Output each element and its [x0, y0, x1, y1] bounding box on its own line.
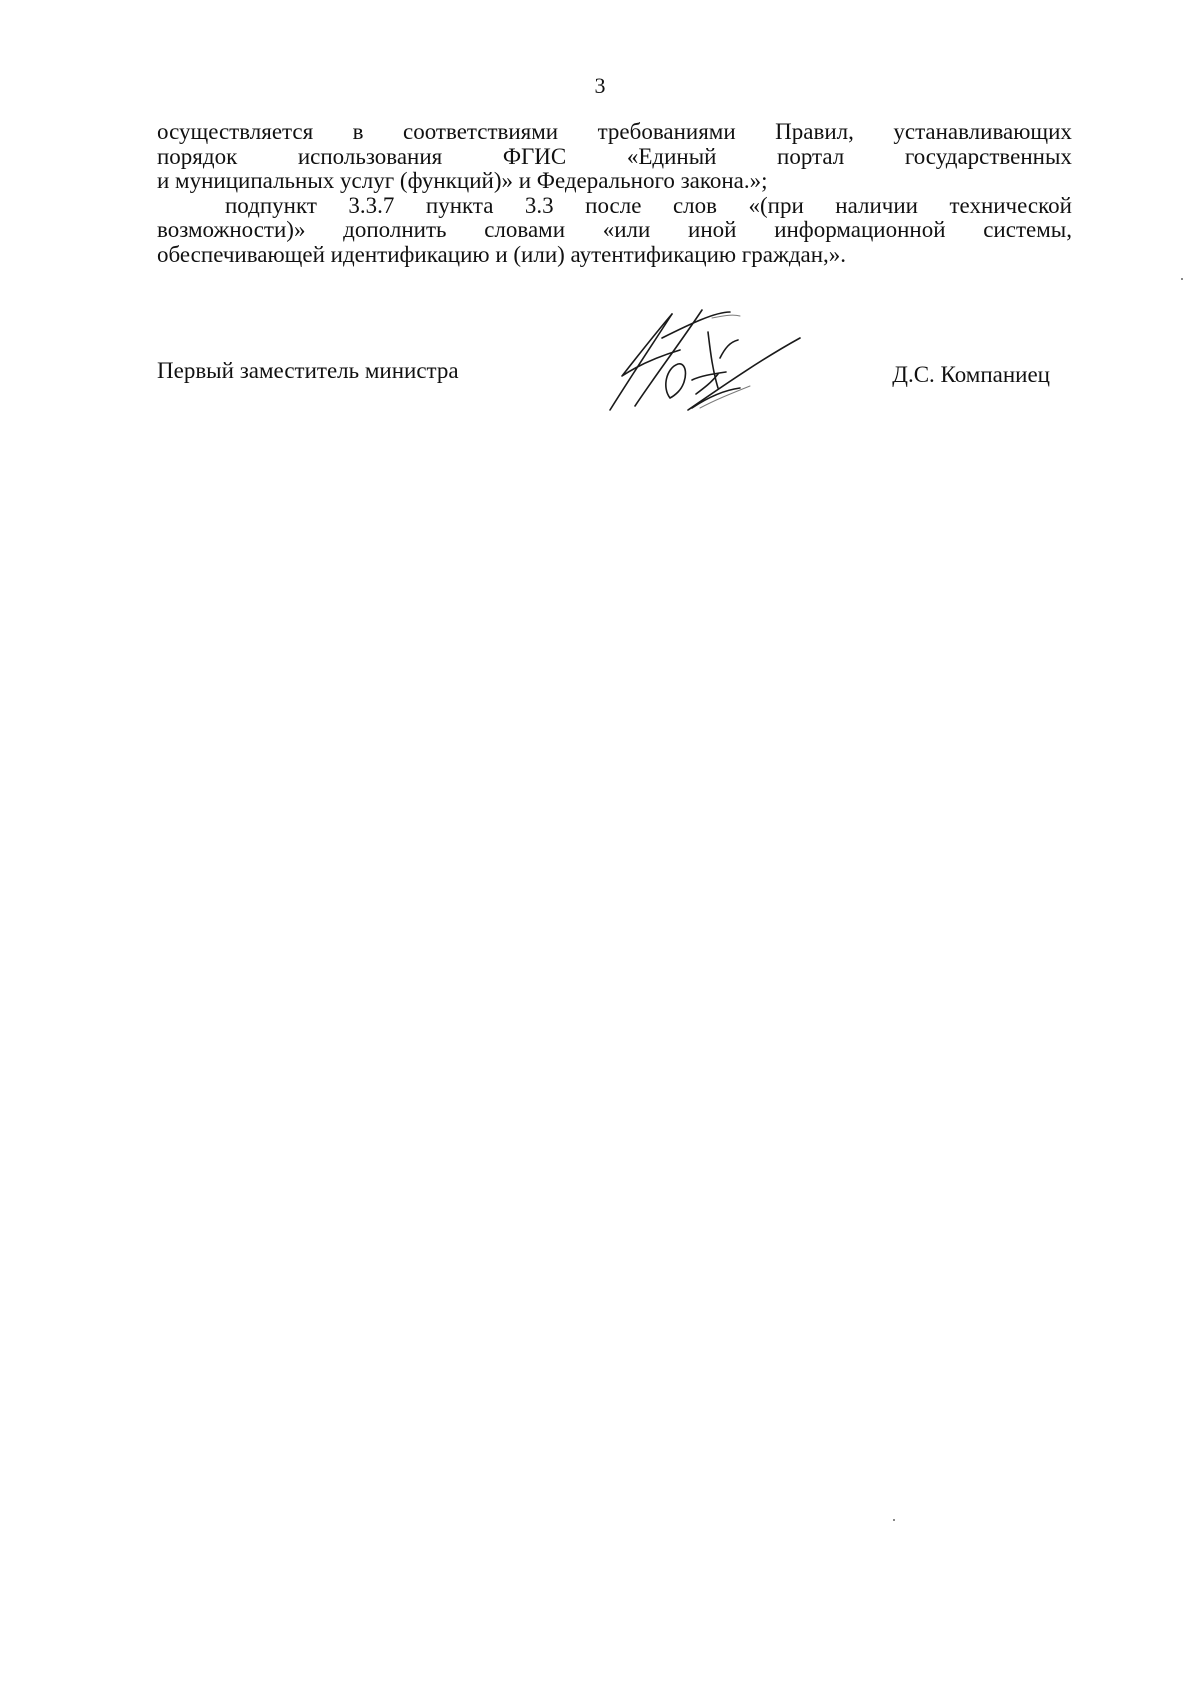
word: устанавливающих [893, 119, 1072, 144]
document-body [157, 120, 1072, 267]
signatory-name: Д.С. Компаниец [892, 362, 1050, 387]
word: подпункт [225, 192, 317, 218]
word: пункта [425, 192, 494, 218]
word: 3.3 [524, 192, 554, 218]
word: «(при [748, 192, 804, 218]
word: 3.3.7 [348, 192, 395, 218]
word: дополнить [343, 217, 447, 242]
word: порядок [157, 143, 238, 169]
scan-speck [1181, 278, 1183, 280]
text-line: и муниципальных услуг (функций)» и Федерального закона.»; [157, 168, 768, 193]
word: «или [602, 217, 651, 242]
text-line [157, 194, 1072, 219]
text-line [157, 145, 1072, 170]
word: Правил, [775, 119, 854, 144]
word: после [585, 192, 642, 218]
word: в [352, 119, 364, 144]
word: информационной [774, 217, 946, 242]
word: ФГИС [502, 143, 567, 169]
word: наличии [835, 192, 918, 218]
word: технической [949, 192, 1072, 218]
word: слов [672, 192, 717, 218]
paragraph-1 [157, 120, 1072, 194]
word: возможности)» [157, 217, 306, 242]
page-number: 3 [594, 73, 606, 98]
text-line: обеспечивающей идентификацию и (или) аутентификацию граждан,». [157, 241, 847, 267]
signatory-position: Первый заместитель министра [157, 358, 459, 383]
word: соответствиями [403, 119, 559, 144]
word: иной [688, 217, 737, 242]
word: «Единый [626, 143, 717, 169]
word: словами [484, 217, 566, 242]
word: использования [297, 143, 443, 169]
word: системы, [983, 217, 1072, 242]
word: портал [777, 143, 845, 169]
word: требованиями [597, 119, 736, 144]
text-line [157, 218, 1072, 243]
paragraph-2 [157, 194, 1072, 268]
word: государственных [904, 143, 1072, 169]
text-line [157, 120, 1072, 145]
handwritten-signature-icon [600, 298, 810, 418]
word: осуществляется [157, 119, 314, 144]
scan-speck [893, 1519, 895, 1521]
